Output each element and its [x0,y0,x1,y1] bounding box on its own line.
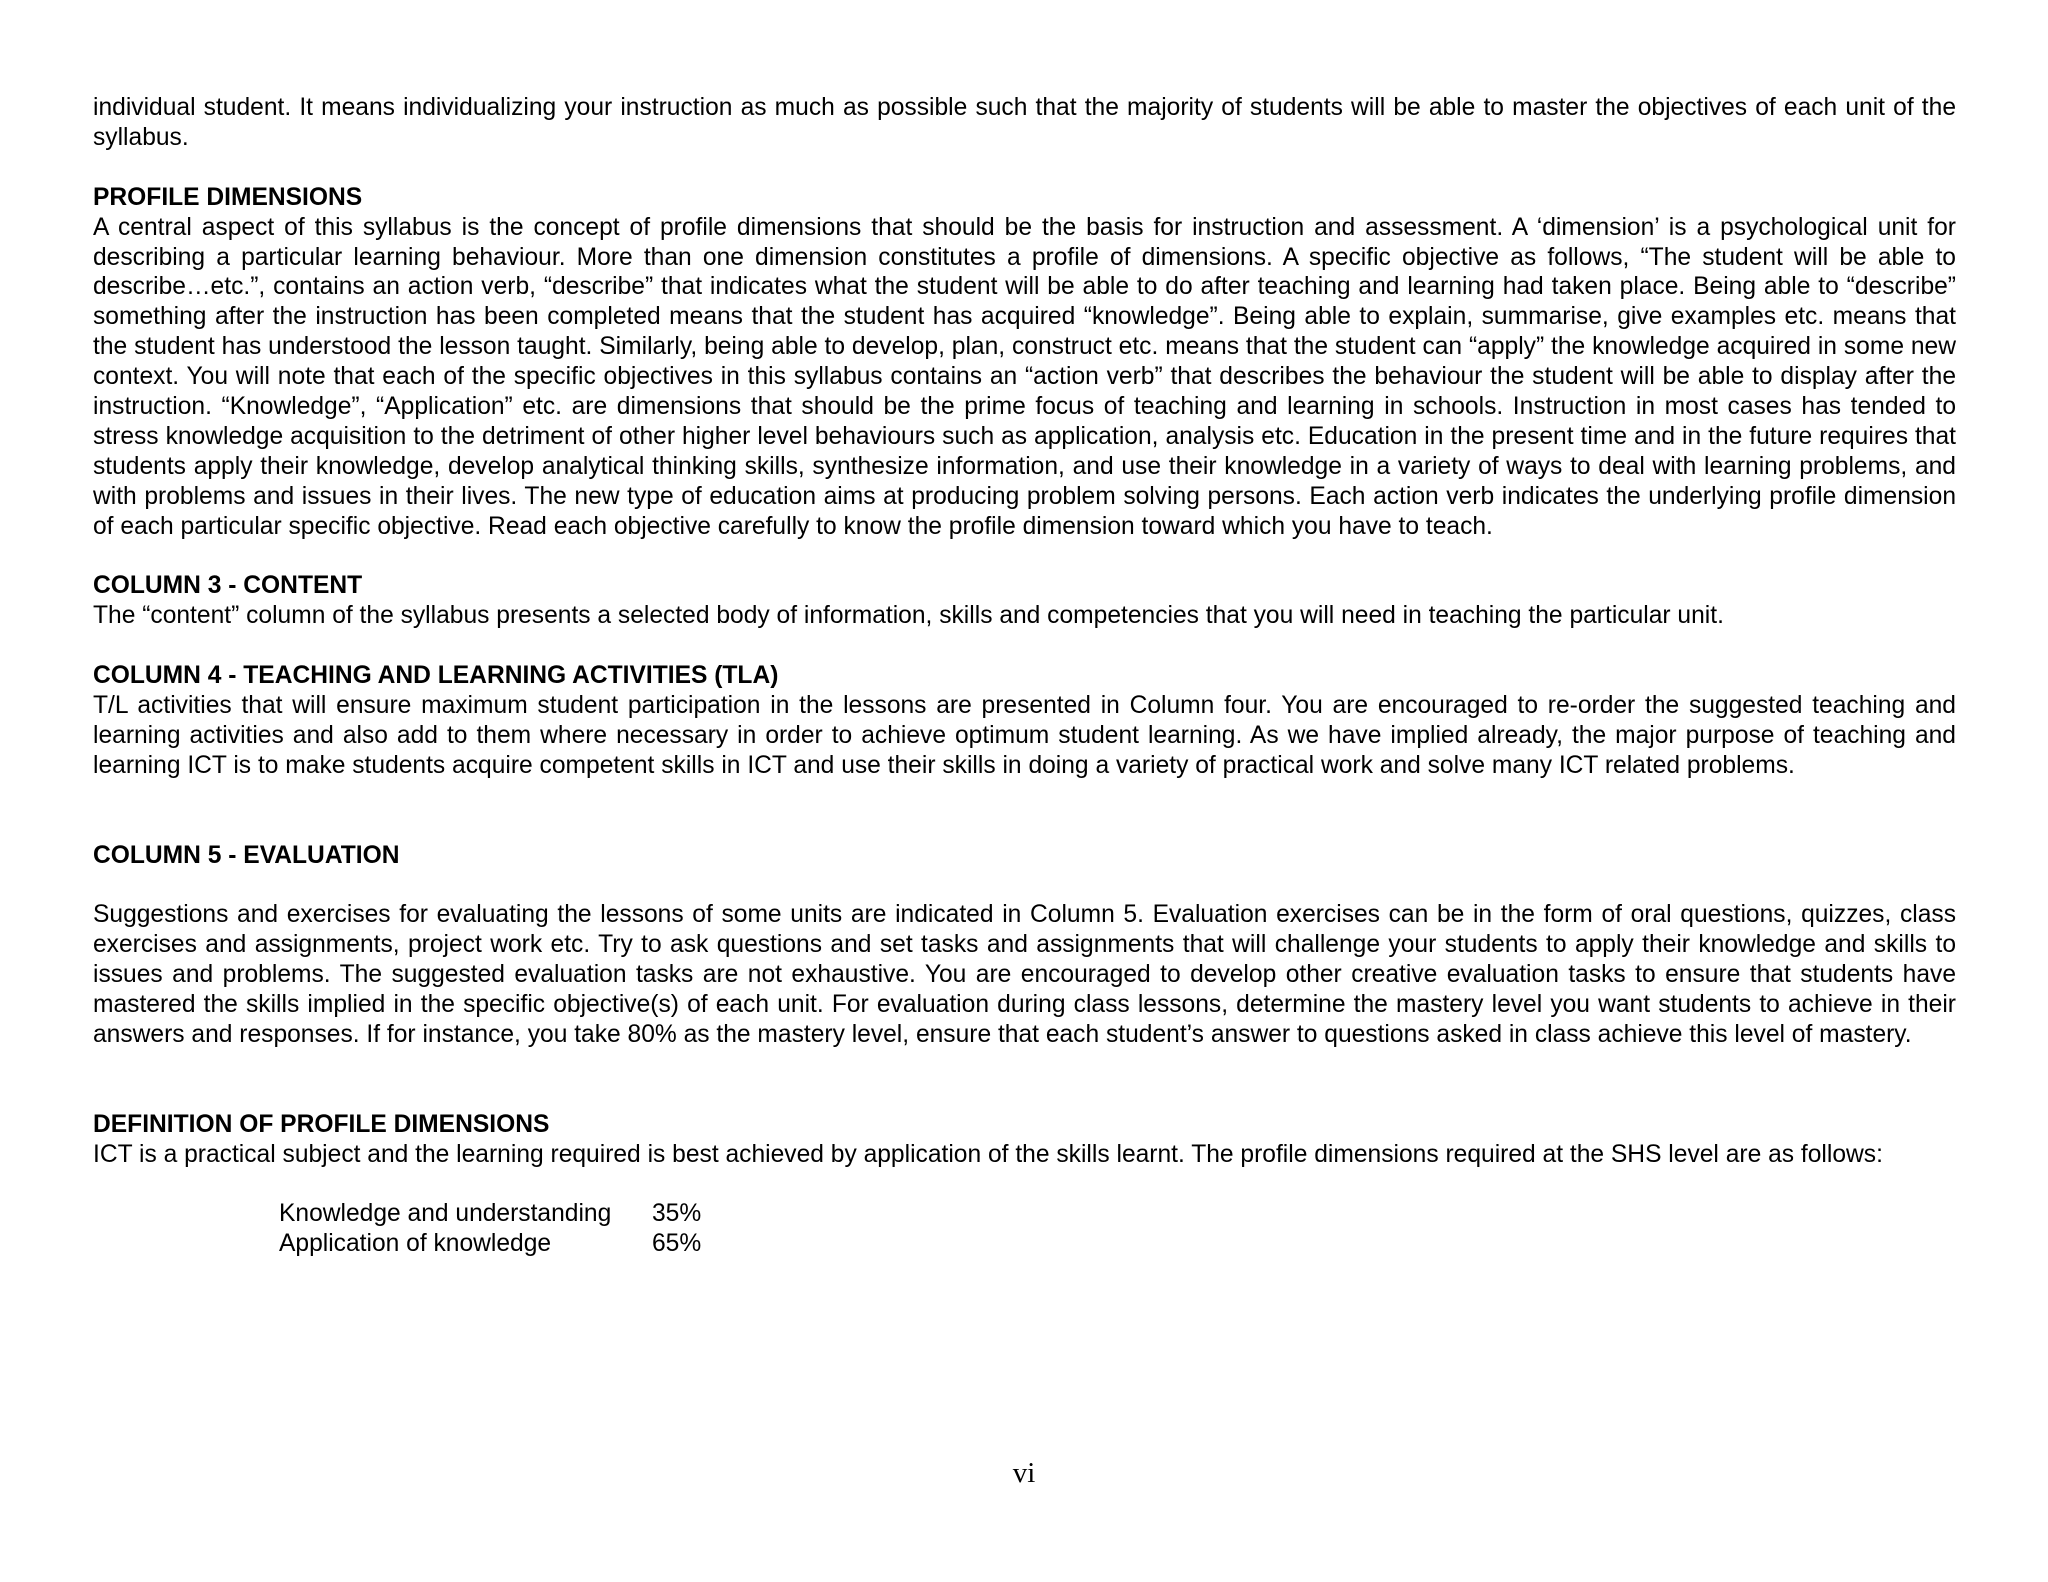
spacer [93,631,1956,661]
document-page [93,93,1956,1259]
spacer [93,542,1956,572]
spacer [93,1050,1956,1110]
definition-profile-dimensions-heading: DEFINITION OF PROFILE DIMENSIONS [93,1110,550,1138]
profile-dimension-row [279,1229,1956,1259]
profile-dimension-row [279,1199,1956,1229]
profile-dimension-weight: 35% [652,1200,702,1228]
profile-dimensions-list [279,1199,1956,1259]
definition-profile-dimensions-text: ICT is a practical subject and the learning required is best achieved by application of the skills learnt. The profile dimensions required at the SHS level are as follows: [93,1140,1883,1168]
profile-dimensions-heading: PROFILE DIMENSIONS [93,183,363,211]
profile-dimension-label: Application of knowledge [279,1230,552,1258]
column-5-evaluation-heading: COLUMN 5 - EVALUATION [93,841,400,869]
spacer [93,1170,1956,1200]
profile-dimension-label: Knowledge and understanding [279,1200,612,1228]
spacer [93,781,1956,841]
profile-dimensions-text: A central aspect of this syllabus is the concept of profile dimensions that should be the basis for instruction and assessment. A ‘dimension’ is a psychological unit for describing a particular learning behaviour. More than one dimension constitutes a profile of dimensions. A specific objective as follows, “The student will be able to describe…etc.”, contains an action verb, “describe” that indicates what the student will be able to do after teaching and learning had taken place. Being able to “describe” something after the instruction has been completed means that the student has acquired “knowledge”. Being able to explain, summarise, give examples etc. means that the student has understood the lesson taught. Similarly, being able to develop, plan, construct etc. means that the student can “apply” the knowledge acquired in some new context. You will note that each of the specific objectives in this syllabus contains an “action verb” that describes the behaviour the student will be able to display after the instruction. “Knowledge”, “Application” etc. are dimensions that should be the prime focus of teaching and learning in schools. Instruction in most cases has tended to stress knowledge acquisition to the detriment of other higher level behaviours such as application, analysis etc. Education in the present time and in the future requires that students apply their knowledge, develop analytical thinking skills, synthesize information, and use their knowledge in a variety of ways to deal with learning problems, and with problems and issues in their lives. The new type of education aims at producing problem solving persons. Each action verb indicates the underlying profile dimension of each particular specific objective. Read each objective carefully to know the profile dimension toward which you have to teach. [93,213,1956,540]
column-3-content-heading: COLUMN 3 - CONTENT [93,572,363,600]
column-3-content-text: The “content” column of the syllabus presents a selected body of information, skills and competencies that you will need in teaching the particular unit. [93,602,1724,630]
intro-paragraph: individual student. It means individualizing your instruction as much as possible such that the majority of students will be able to master the objectives of each unit of the syllabus. [93,94,1956,151]
column-5-evaluation-text: Suggestions and exercises for evaluating the lessons of some units are indicated in Column 5. Evaluation exercises can be in the form of oral questions, quizzes, class exercises and assignments, project work etc. Try to ask questions and set tasks and assignments that will challenge your students to apply their knowledge and skills to issues and problems. The suggested evaluation tasks are not exhaustive. You are encouraged to develop other creative evaluation tasks to ensure that students have mastered the skills implied in the specific objective(s) of each unit. For evaluation during class lessons, determine the mastery level you want students to achieve in their answers and responses. If for instance, you take 80% as the mastery level, ensure that each student’s answer to questions asked in class achieve this level of mastery. [93,901,1956,1049]
spacer [93,153,1956,183]
column-4-tla-text: T/L activities that will ensure maximum student participation in the lessons are presented in Column four. You are encouraged to re-order the suggested teaching and learning activities and also add to them where necessary in order to achieve optimum student learning. As we have implied already, the major purpose of teaching and learning ICT is to make students acquire competent skills in ICT and use their skills in doing a variety of practical work and solve many ICT related problems. [93,692,1956,779]
column-4-tla-heading: COLUMN 4 - TEACHING AND LEARNING ACTIVITIES (TLA) [93,662,779,690]
page-number: vi [1012,1457,1036,1489]
spacer [93,871,1956,901]
profile-dimension-weight: 65% [652,1230,702,1258]
